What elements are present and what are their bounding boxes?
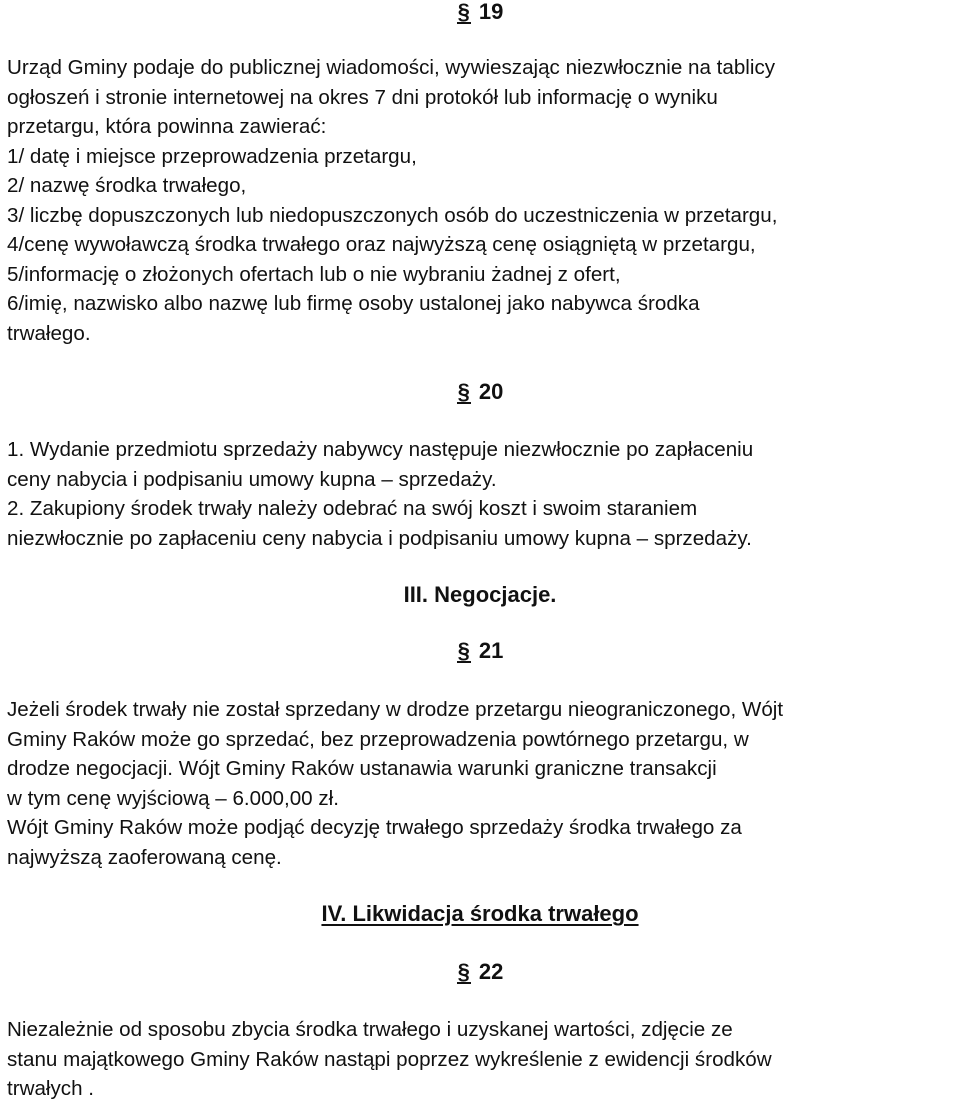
text-line: trwałych . — [7, 1077, 94, 1100]
text-line: przetargu, która powinna zawierać: — [7, 115, 327, 138]
section-symbol: § — [457, 0, 470, 24]
section-symbol: § — [457, 379, 470, 404]
section-number: 22 — [478, 959, 504, 984]
section-19-heading — [0, 0, 960, 27]
text-line: Niezależnie od sposobu zbycia środka trwałego i uzyskanej wartości, zdjęcie ze — [7, 1018, 733, 1041]
section-20-heading — [0, 377, 960, 407]
section-21-heading — [0, 636, 960, 666]
section-21-body — [7, 695, 957, 872]
text-line: niezwłocznie po zapłaceniu ceny nabycia i podpisaniu umowy kupna – sprzedaży. — [7, 526, 752, 550]
text-line: najwyższą zaoferowaną cenę. — [7, 845, 282, 869]
text-line: Gminy Raków może go sprzedać, bez przeprowadzenia powtórnego przetargu, w — [7, 727, 749, 751]
text-line: stanu majątkowego Gminy Raków nastąpi poprzez wykreślenie z ewidencji środków — [7, 1047, 772, 1071]
section-20-body — [7, 435, 957, 553]
chapter-heading-4-text: IV. Likwidacja środka trwałego — [321, 901, 639, 926]
section-19-body — [7, 53, 957, 348]
section-symbol: § — [457, 638, 470, 663]
section-number: 19 — [478, 0, 504, 24]
text-line: 1. Wydanie przedmiotu sprzedaży nabywcy następuje niezwłocznie po zapłaceniu — [7, 438, 754, 461]
chapter-heading-3: III. Negocjacje. — [403, 582, 557, 607]
section-number: 21 — [478, 638, 504, 663]
text-line: ogłoszeń i stronie internetowej na okres 7 dni protokół lub informację o wyniku — [7, 85, 718, 109]
text-line: 2. Zakupiony środek trwały należy odebrać na swój koszt i swoim staraniem — [7, 497, 698, 520]
chapter-heading-4 — [0, 899, 960, 929]
text-line: drodze negocjacji. Wójt Gminy Raków ustanawia warunki graniczne transakcji — [7, 757, 717, 780]
section-number: 20 — [478, 379, 504, 404]
text-line: Urząd Gminy podaje do publicznej wiadomości, wywieszając niezwłocznie na tablicy — [7, 56, 776, 79]
list-item: 4/cenę wywoławczą środka trwałego oraz najwyższą cenę osiągniętą w przetargu, — [7, 233, 756, 256]
section-22-body — [7, 1015, 957, 1104]
section-symbol: § — [457, 959, 470, 984]
list-item: 5/informację o złożonych ofertach lub o nie wybraniu żadnej z ofert, — [7, 262, 621, 286]
section-22-heading — [0, 957, 960, 987]
list-item: 1/ datę i miejsce przeprowadzenia przetargu, — [7, 144, 417, 168]
list-item: 2/ nazwę środka trwałego, — [7, 174, 247, 197]
list-item: 3/ liczbę dopuszczonych lub niedopuszczonych osób do uczestniczenia w przetargu, — [7, 203, 778, 227]
text-line: trwałego. — [7, 321, 91, 345]
list-item: 6/imię, nazwisko albo nazwę lub firmę osoby ustalonej jako nabywca środka — [7, 292, 700, 315]
text-line: w tym cenę wyjściową – 6.000,00 zł. — [7, 786, 339, 810]
text-line: Jeżeli środek trwały nie został sprzedany w drodze przetargu nieograniczonego, Wójt — [7, 698, 784, 721]
text-line: ceny nabycia i podpisaniu umowy kupna – sprzedaży. — [7, 467, 497, 491]
text-line: Wójt Gminy Raków może podjąć decyzję trwałego sprzedaży środka trwałego za — [7, 816, 742, 839]
